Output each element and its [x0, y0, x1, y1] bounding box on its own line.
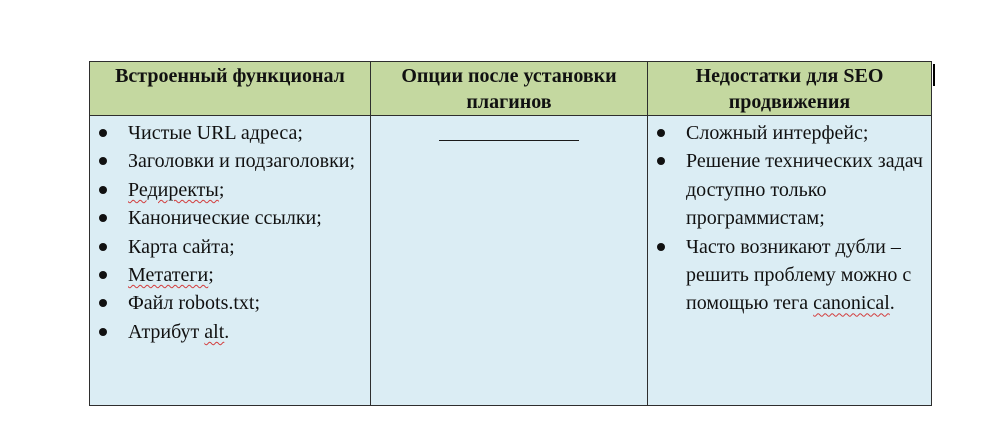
list-item-text: Заголовки и подзаголовки; — [128, 150, 356, 173]
bullet-icon — [99, 129, 107, 137]
header-builtin-features: Встроенный функционал — [90, 62, 371, 116]
blank-underline — [439, 140, 579, 141]
list-item-text: ; — [208, 264, 214, 287]
list-item-text: Атрибут — [128, 320, 205, 343]
spellcheck-word[interactable]: canonical — [813, 292, 890, 315]
list-item — [648, 147, 931, 232]
list-item-text: . — [889, 292, 895, 315]
list-item-text: Чистые URL адреса; — [128, 122, 303, 144]
cell-plugin-options — [371, 116, 648, 406]
cell-seo-drawbacks — [648, 116, 932, 406]
list-item — [90, 119, 370, 147]
header-seo-drawbacks: Недостатки для SEO продвижения — [648, 62, 932, 116]
list-item — [90, 233, 370, 261]
bullet-icon — [657, 157, 665, 165]
table-header-row — [90, 62, 932, 116]
spellcheck-word[interactable]: Метатеги — [128, 264, 209, 287]
bullet-icon — [99, 271, 107, 279]
bullet-icon — [99, 186, 107, 194]
bullet-icon — [99, 243, 107, 251]
bullet-icon — [657, 129, 665, 137]
header-plugin-options: Опции после установки плагинов — [371, 62, 648, 116]
table-row — [90, 116, 932, 406]
list-item — [90, 204, 370, 232]
bullet-icon — [99, 214, 107, 222]
list-item-text: . — [224, 320, 230, 343]
list-item — [90, 176, 370, 204]
seo-comparison-table — [89, 61, 932, 406]
list-item-text: Карта сайта; — [128, 235, 235, 258]
text-cursor — [933, 64, 935, 86]
list-item-text: Сложный интерфейс; — [686, 122, 869, 144]
bullet-icon — [99, 328, 107, 336]
list-item — [90, 289, 370, 317]
list-item-text: Файл robots.txt; — [128, 292, 261, 315]
bullet-icon — [657, 243, 665, 251]
list-item — [90, 147, 370, 175]
spellcheck-word[interactable]: alt — [204, 320, 225, 343]
spellcheck-word[interactable]: Редиректы — [128, 178, 219, 201]
list-item-text: ; — [218, 178, 225, 201]
list-item — [648, 233, 931, 318]
list-item — [648, 119, 931, 147]
cell-builtin-features — [90, 116, 371, 406]
list-item — [90, 318, 370, 346]
seo-drawbacks-list — [648, 116, 931, 318]
list-item — [90, 261, 370, 289]
builtin-features-list — [90, 116, 370, 346]
bullet-icon — [99, 299, 107, 307]
list-item-text: Канонические ссылки; — [128, 207, 322, 230]
list-item-text: Решение технических задач доступно только программистам; — [686, 150, 923, 230]
bullet-icon — [99, 157, 107, 165]
list-item-text: Часто возникают дубли – решить проблему можно с помощью тега — [686, 235, 912, 315]
